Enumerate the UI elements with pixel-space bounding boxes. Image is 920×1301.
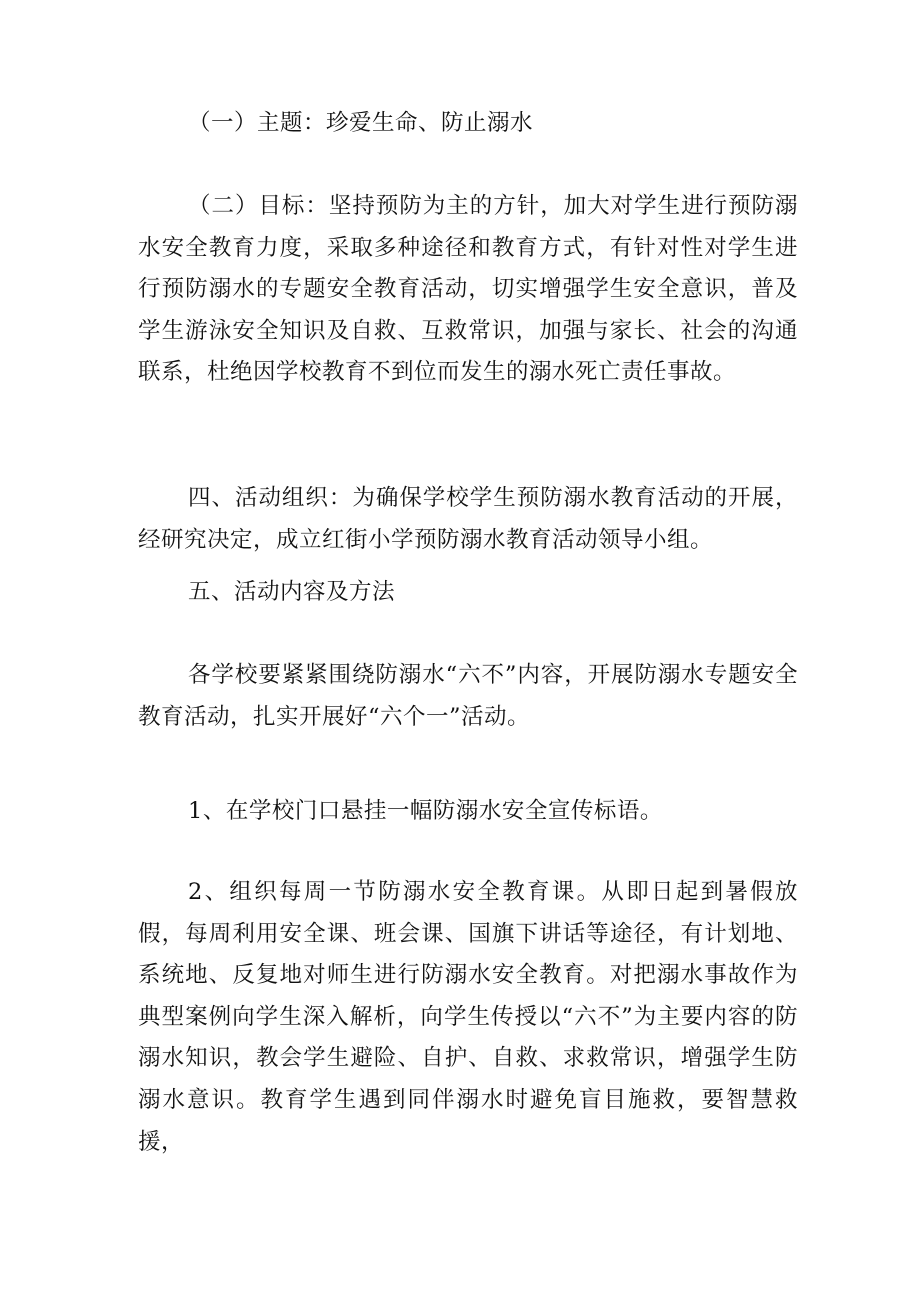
paragraph-six-nots: 各学校要紧紧围绕防溺水“六不”内容，开展防溺水专题安全教育活动，扎实开展好“六个一”活动。 xyxy=(138,662,798,730)
list-item-1: 1、在学校门口悬挂一幅防溺水安全宣传标语。 xyxy=(188,798,663,824)
list-item-2: 2、组织每周一节防溺水安全教育课。从即日起到暑假放假，每周利用安全课、班会课、国旗下讲话等途径，有计划地、系统地、反复地对师生进行防溺水安全教育。对把溺水事故作为典型案例向学生深入解析，向学生传授以“六不”为主要内容的防溺水知识，教会学生避险、自护、自救、求救常识，增强学生防溺水意识。教育学生遇到同伴溺水时避免盲目施救，要智慧救援， xyxy=(138,879,798,1155)
paragraph-goal: （二）目标：坚持预防为主的方针，加大对学生进行预防溺水安全教育力度，采取多种途径和教育方式，有针对性对学生进行预防溺水的专题安全教育活动，切实增强学生安全意识，普及学生游泳安全知识及自救、互救常识，加强与家长、社会的沟通联系，杜绝因学校教育不到位而发生的溺水死亡责任事故。 xyxy=(138,193,798,386)
section-heading-content-methods: 五、活动内容及方法 xyxy=(188,579,396,605)
paragraph-theme: （一）主题：珍爱生命、防止溺水 xyxy=(188,110,534,136)
paragraph-organization: 四、活动组织：为确保学校学生预防溺水教育活动的开展，经研究决定，成立红街小学预防溺水教育活动领导小组。 xyxy=(138,485,798,553)
